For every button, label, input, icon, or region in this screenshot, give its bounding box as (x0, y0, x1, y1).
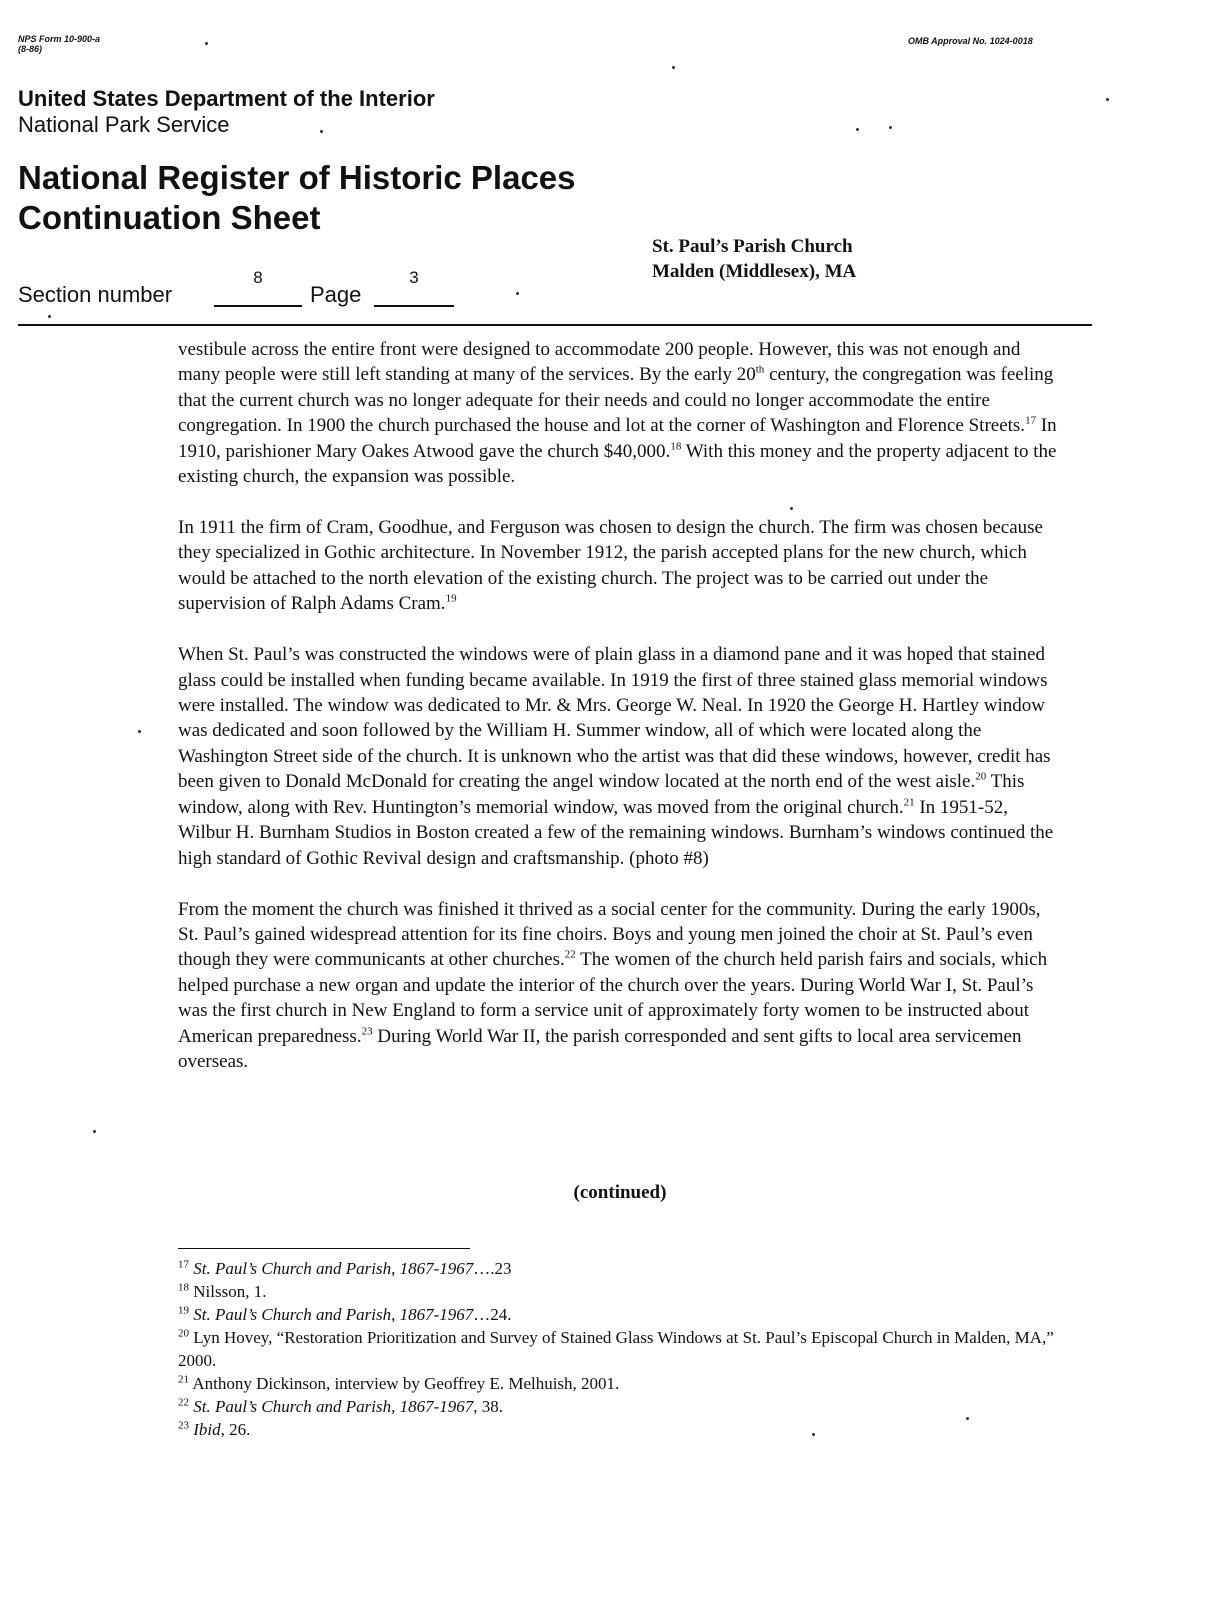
form-number-line2: (8-86) (18, 44, 43, 54)
scan-speck (812, 1433, 815, 1436)
continued-label: (continued) (573, 1182, 667, 1203)
scan-speck (516, 292, 519, 295)
text-run: …24. (473, 1305, 512, 1324)
agency-sub: National Park Service (18, 112, 230, 137)
scan-speck (320, 130, 323, 133)
property-block (652, 234, 856, 284)
footnote-number: 19 (178, 1304, 189, 1317)
footnote-number: 17 (178, 1258, 189, 1271)
text-run: , 38. (473, 1397, 504, 1416)
text-run: vestibule across the entire front were designed to accommodate 200 people. However, this was not enough and many people were still left standing at many of the services. By the early 20 (178, 339, 1021, 386)
footnote-reference: 22 (564, 948, 576, 961)
scan-speck (672, 66, 675, 69)
scan-speck (48, 315, 51, 318)
page-underline (374, 305, 454, 307)
scan-speck (1106, 98, 1109, 101)
footnotes (178, 1257, 1062, 1441)
property-name: St. Paul’s Parish Church (652, 236, 853, 257)
text-run: From the moment the church was finished it thrived as a social center for the community. During the early 1900s, St. Paul’s gained widespread attention for its fine choirs. Boys and young men joined the choir at St. Paul’s even though they were communicants at other churches. (178, 898, 1041, 971)
text-run: This window, along with Rev. Huntington’s memorial window, was moved from the original church. (178, 771, 1025, 818)
scan-speck (138, 730, 141, 733)
footnote-reference: 19 (445, 592, 457, 605)
agency-name: United States Department of the Interior (18, 86, 435, 111)
footnote-reference: 21 (903, 796, 915, 809)
scan-speck (966, 1417, 969, 1420)
body-paragraph (178, 897, 1062, 1075)
italic-text: St. Paul’s Church and Parish, 1867-1967 (193, 1259, 474, 1278)
footnote-reference: 23 (361, 1025, 373, 1038)
text-run: During World War II, the parish corresponded and sent gifts to local area servicemen overseas. (178, 1025, 1022, 1072)
text-run: ….23 (473, 1259, 512, 1278)
footnote-number: 22 (178, 1396, 189, 1409)
text-run: In 1951-52, Wilbur H. Burnham Studios in Boston created a few of the remaining windows. Burnham’s windows continued the high standard of Gothic Revival design and craftsmanship. (photo #8) (178, 796, 1054, 869)
form-number (18, 34, 100, 54)
text-run: With this money and the property adjacent to the existing church, the expansion was possible. (178, 440, 1057, 488)
text-run: century, the congregation was feeling that the current church was no longer adequate for their needs and could no longer accommodate the entire congregation. In 1900 the church purchased the house and lot at the corner of Washington and Florence Streets. (178, 364, 1054, 437)
text-run: Nilsson, 1. (193, 1282, 267, 1301)
scan-speck (856, 128, 859, 131)
section-number-underline (214, 305, 302, 307)
italic-text: Ibid (193, 1420, 221, 1439)
title-line2: Continuation Sheet (18, 199, 321, 236)
section-page-row (18, 268, 618, 312)
scan-speck (93, 1130, 96, 1133)
scan-speck (205, 42, 208, 45)
scan-speck (790, 507, 793, 510)
text-run: The women of the church held parish fairs and socials, which helped purchase a new organ and update the interior of the church over the years. During World War I, St. Paul’s was the first church in New England to form a service unit of approximately forty women to be instructed about American preparedness. (178, 949, 1048, 1047)
italic-text: St. Paul’s Church and Parish, 1867-1967 (193, 1397, 474, 1416)
footnote-reference: 18 (670, 440, 682, 453)
text-run: Anthony Dickinson, interview by Geoffrey E. Melhuish, 2001. (192, 1374, 620, 1393)
page-value: 3 (409, 268, 419, 287)
footnote-reference: 17 (1025, 414, 1037, 427)
body-paragraph (178, 337, 1062, 489)
body-paragraph (178, 515, 1062, 617)
text-run: In 1911 the firm of Cram, Goodhue, and Ferguson was chosen to design the church. The firm was chosen because they specialized in Gothic architecture. In November 1912, the parish accepted plans for the new church, which would be attached to the north elevation of the existing church. The project was to be carried out under the supervision of Ralph Adams Cram. (178, 517, 1043, 615)
omb-approval-number: OMB Approval No. 1024-0018 (908, 36, 1033, 46)
section-number-label: Section number (18, 282, 173, 307)
footnote-number: 21 (178, 1373, 189, 1386)
footnote-reference: th (755, 364, 765, 377)
title-line1: National Register of Historic Places (18, 159, 576, 196)
footnote (178, 1418, 1062, 1441)
footnote-number: 23 (178, 1419, 189, 1432)
body-text (178, 337, 1062, 1100)
footnote (178, 1280, 1062, 1303)
text-run: When St. Paul’s was constructed the windows were of plain glass in a diamond pane and it was hoped that stained glass could be installed when funding became available. In 1919 the first of three stained glass memorial windows were installed. The window was dedicated to Mr. & Mrs. George W. Neal. In 1920 the George H. Hartley window was dedicated and soon followed by the William H. Summer window, all of which were located along the Washington Street side of the church. It is unknown who the artist was that did these windows, however, credit has been given to Donald McDonald for creating the angel window located at the north end of the west aisle. (178, 644, 1051, 793)
italic-text: St. Paul’s Church and Parish, 1867-1967 (193, 1305, 474, 1324)
page-title (18, 158, 576, 238)
page-label: Page (310, 282, 362, 307)
footnote (178, 1303, 1062, 1326)
scan-speck (889, 126, 892, 129)
footnote (178, 1372, 1062, 1395)
footnote (178, 1257, 1062, 1280)
agency-block (18, 86, 435, 138)
header-rule (18, 324, 1092, 326)
footnote (178, 1395, 1062, 1418)
section-number-value: 8 (253, 268, 263, 287)
property-location: Malden (Middlesex), MA (652, 261, 857, 282)
text-run: In 1910, parishioner Mary Oakes Atwood gave the church $40,000. (178, 415, 1057, 462)
footnote-number: 20 (178, 1327, 189, 1340)
footnote (178, 1326, 1062, 1372)
form-number-line1: NPS Form 10-900-a (18, 34, 101, 44)
text-run: Lyn Hovey, “Restoration Prioritization and Survey of Stained Glass Windows at St. Paul’s Episcopal Church in Malden, MA,” 2000. (178, 1328, 1054, 1370)
footnote-rule (178, 1248, 470, 1249)
footnote-reference: 20 (975, 770, 987, 783)
footnote-number: 18 (178, 1281, 189, 1294)
text-run: , 26. (220, 1420, 251, 1439)
body-paragraph (178, 642, 1062, 871)
